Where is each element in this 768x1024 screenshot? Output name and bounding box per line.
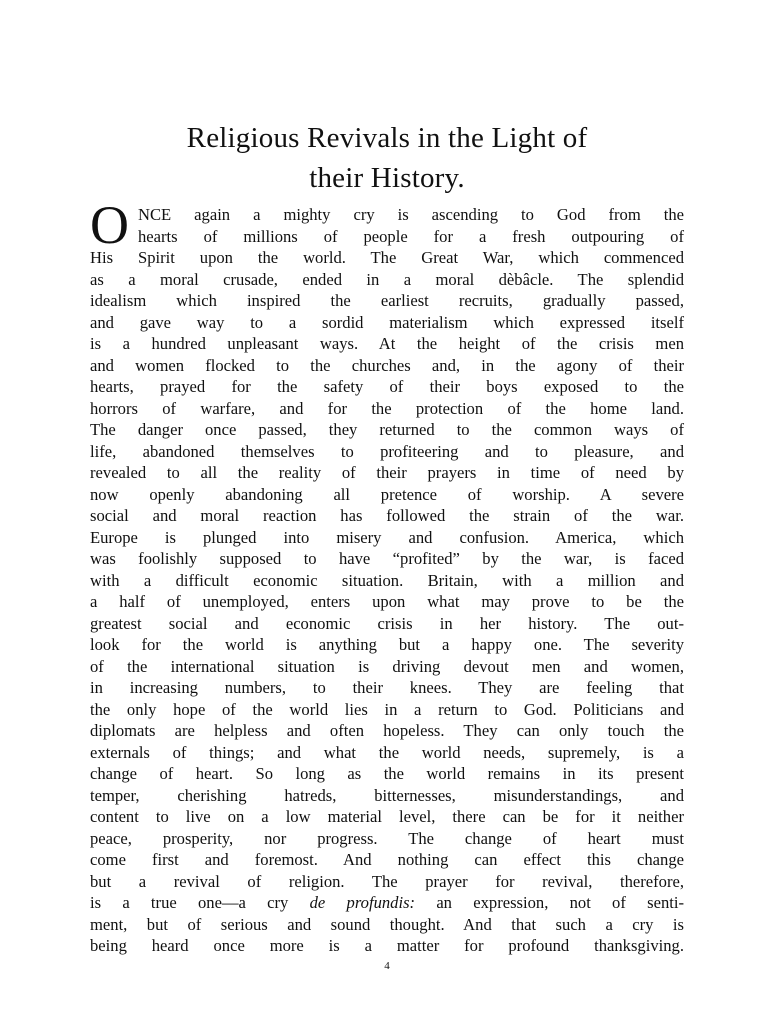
body-line: hearts of millions of people for a fresh outpouring of xyxy=(138,226,684,246)
body-line: greatest social and economic crisis in her history. The out- xyxy=(90,613,684,633)
body-line: change of heart. So long as the world remains in its present xyxy=(90,764,684,783)
body-line: horrors of warfare, and for the protection of the home land. xyxy=(90,398,684,418)
body-line: was foolishly supposed to have “profited” by the war, is faced xyxy=(90,549,684,568)
latin-phrase: de profundis: xyxy=(309,893,416,912)
body-line: in increasing numbers, to their knees. They are feeling that xyxy=(90,678,684,697)
body-line: the only hope of the world lies in a return to God. Politicians and xyxy=(90,699,684,719)
body-line: with a difficult economic situation. Britain, with a million and xyxy=(90,570,684,590)
body-line: Europe is plunged into misery and confusion. America, which xyxy=(90,527,684,547)
body-line: idealism which inspired the earliest recruits, gradually passed, xyxy=(90,291,684,310)
body-line: hearts, prayed for the safety of their boys exposed to the xyxy=(90,377,684,396)
page xyxy=(90,118,684,972)
drop-cap: O xyxy=(90,195,129,255)
article-title xyxy=(90,118,684,198)
body-line: but a revival of religion. The prayer for revival, therefore, xyxy=(90,871,684,891)
body-line: diplomats are helpless and often hopeless. They can only touch the xyxy=(90,721,684,740)
article-body xyxy=(90,195,684,957)
body-line: externals of things; and what the world needs, supremely, is a xyxy=(90,742,684,762)
body-line: peace, prosperity, nor progress. The change of heart must xyxy=(90,828,684,848)
body-line: and gave way to a sordid materialism which expressed itself xyxy=(90,312,684,332)
body-line: His Spirit upon the world. The Great War, which commenced xyxy=(90,248,684,267)
body-line: a half of unemployed, enters upon what may prove to be the xyxy=(90,592,684,611)
line-part-after: an expression, not of senti- xyxy=(415,893,684,912)
body-line: NCE again a mighty cry is ascending to God from the xyxy=(138,205,684,224)
body-line: come first and foremost. And nothing can effect this change xyxy=(90,850,684,869)
body-line-final: being heard once more is a matter for profound thanksgiving. xyxy=(90,936,684,955)
body-line: revealed to all the reality of their prayers in time of need by xyxy=(90,463,684,482)
body-line: now openly abandoning all pretence of worship. A severe xyxy=(90,484,684,504)
body-line: temper, cherishing hatreds, bitternesses, misunderstandings, and xyxy=(90,785,684,805)
body-line: life, abandoned themselves to profiteering and to pleasure, and xyxy=(90,441,684,461)
body-line: and women flocked to the churches and, in the agony of their xyxy=(90,355,684,375)
title-line-1: Religious Revivals in the Light of xyxy=(186,122,588,154)
title-line-2: their History. xyxy=(309,162,465,194)
page-number: 4 xyxy=(384,960,390,972)
body-line: look for the world is anything but a happy one. The severity xyxy=(90,635,684,654)
body-line-italic-phrase xyxy=(90,892,684,914)
body-line: of the international situation is driving devout men and women, xyxy=(90,656,684,676)
body-line: The danger once passed, they returned to the common ways of xyxy=(90,420,684,439)
body-line: is a hundred unpleasant ways. At the height of the crisis men xyxy=(90,334,684,353)
body-line: social and moral reaction has followed the strain of the war. xyxy=(90,506,684,525)
body-line: ment, but of serious and sound thought. And that such a cry is xyxy=(90,914,684,934)
body-line: content to live on a low material level, there can be for it neither xyxy=(90,807,684,826)
line-part-before: is a true one—a cry xyxy=(90,893,310,912)
body-line: as a moral crusade, ended in a moral dèbâcle. The splendid xyxy=(90,269,684,289)
